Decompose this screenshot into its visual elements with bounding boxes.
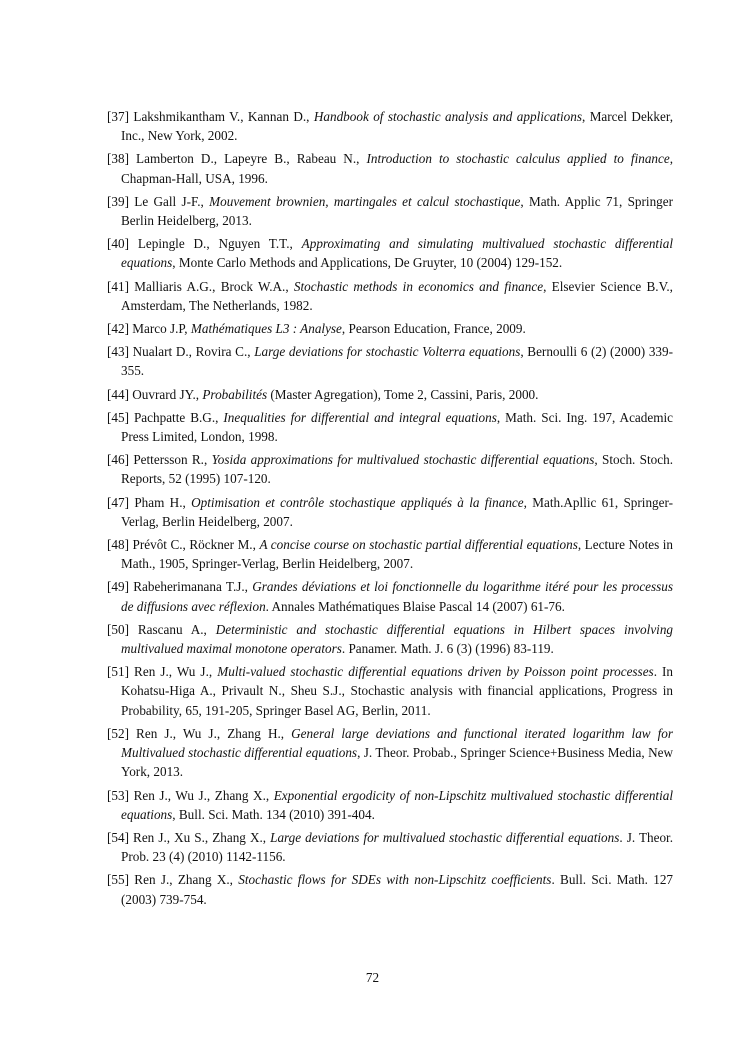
reference-item (107, 450, 673, 488)
ref-authors: Le Gall J-F., (134, 193, 204, 209)
ref-authors: Malliaris A.G., Brock W.A., (134, 278, 289, 294)
ref-details: , Chapman-Hall, USA, 1996. (121, 151, 674, 186)
reference-item (107, 107, 673, 145)
ref-details: , Math. Sci. Ing. 197, Academic Press Limited, London, 1998. (121, 409, 674, 445)
ref-number: [53] (107, 787, 129, 803)
ref-authors: Pham H., (134, 494, 186, 510)
ref-title: Stochastic methods in economics and finance (293, 278, 544, 294)
ref-authors: Ouvrard JY., (132, 386, 200, 402)
ref-title: Yosida approximations for multivalued stochastic differential equations (211, 452, 595, 468)
ref-title: Large deviations for stochastic Volterra equations (254, 344, 521, 360)
ref-authors: Ren J., Zhang X., (134, 872, 233, 888)
ref-title: Optimisation et contrôle stochastique appliqués à la finance (191, 494, 524, 510)
ref-details: , Elsevier Science B.V., Amsterdam, The Netherlands, 1982. (121, 278, 673, 313)
ref-details: . Bull. Sci. Math. 127 (2003) 739-754. (121, 872, 674, 907)
ref-authors: Ren J., Xu S., Zhang X., (133, 829, 267, 845)
ref-authors: Lakshmikantham V., Kannan D., (133, 109, 310, 124)
ref-details: , J. Theor. Probab., Springer Science+Business Media, New York, 2013. (121, 745, 673, 780)
ref-details: , Bernoulli 6 (2) (2000) 339-355. (121, 344, 673, 379)
ref-authors: Nualart D., Rovira C., (132, 344, 251, 360)
ref-authors: Rabeherimanana T.J., (133, 579, 248, 595)
ref-title: Mouvement brownien, martingales et calcul stochastique (209, 193, 521, 209)
ref-details: . In Kohatsu-Higa A., Privault N., Sheu S.J., Stochastic analysis with financial applications, Progress in Probability, 65, 191-205, Springer Basel AG, Berlin, 2011. (121, 664, 674, 718)
reference-item (107, 870, 673, 908)
ref-title: Stochastic flows for SDEs with non-Lipschitz coefficients (238, 872, 552, 888)
reference-item (107, 535, 673, 573)
reference-item (107, 342, 673, 380)
ref-authors: Prévôt C., Röckner M., (132, 537, 256, 553)
ref-authors: Marco J.P, (132, 321, 188, 337)
ref-details: (Master Agregation), Tome 2, Cassini, Paris, 2000. (267, 386, 539, 402)
reference-item (107, 192, 673, 230)
ref-authors: Pettersson R., (133, 452, 208, 468)
ref-details: , Math. Applic 71, Springer Berlin Heidelberg, 2013. (121, 193, 674, 229)
ref-details: , Stoch. Stoch. Reports, 52 (1995) 107-120. (121, 452, 674, 487)
ref-details: , Bull. Sci. Math. 134 (2010) 391-404. (172, 806, 375, 822)
ref-number: [45] (107, 409, 129, 425)
ref-title: Multi-valued stochastic differential equations driven by Poisson point processes (217, 664, 654, 680)
ref-title: A concise course on stochastic partial differential equations (259, 537, 578, 553)
ref-title: Inequalities for differential and integral equations (223, 409, 497, 425)
ref-number: [37] (107, 109, 129, 124)
ref-number: [51] (107, 664, 129, 680)
reference-item (107, 577, 673, 615)
reference-item (107, 662, 673, 720)
ref-title: Exponential ergodicity of non-Lipschitz multivalued stochastic differential equations (121, 787, 674, 822)
ref-details: , Pearson Education, France, 2009. (341, 321, 526, 337)
ref-number: [38] (107, 151, 129, 167)
reference-item (107, 620, 673, 658)
ref-title: General large deviations and functional iterated logarithm law for Multivalued stochastic differential equations (121, 725, 674, 761)
reference-item (107, 234, 673, 272)
ref-title: Large deviations for multivalued stochastic differential equations (270, 829, 620, 845)
reference-item (107, 408, 673, 446)
ref-number: [52] (107, 725, 129, 741)
ref-number: [49] (107, 579, 129, 595)
ref-details: . Panamer. Math. J. 6 (3) (1996) 83-119. (341, 641, 554, 657)
ref-number: [43] (107, 344, 129, 360)
ref-details: , Monte Carlo Methods and Applications, De Gruyter, 10 (2004) 129-152. (172, 255, 563, 271)
reference-item (107, 277, 673, 315)
ref-number: [39] (107, 193, 129, 209)
reference-item (107, 385, 673, 404)
ref-authors: Ren J., Wu J., Zhang X., (133, 787, 270, 803)
ref-authors: Ren J., Wu J., (134, 664, 213, 680)
ref-number: [50] (107, 621, 129, 637)
page-number: 72 (365, 970, 380, 985)
ref-title: Probabilités (202, 386, 268, 402)
reference-item (107, 493, 673, 531)
ref-authors: Lepingle D., Nguyen T.T., (137, 236, 293, 252)
reference-item (107, 149, 673, 187)
ref-details: . Annales Mathématiques Blaise Pascal 14 (2007) 61-76. (265, 598, 565, 614)
ref-authors: Rascanu A., (137, 621, 207, 637)
ref-authors: Lamberton D., Lapeyre B., Rabeau N., (136, 151, 360, 167)
reference-list (107, 107, 673, 913)
ref-details: , Lecture Notes in Math., 1905, Springer-Verlag, Berlin Heidelberg, 2007. (121, 537, 674, 572)
ref-title: Mathématiques L3 : Analyse (190, 321, 342, 337)
ref-details: . J. Theor. Prob. 23 (4) (2010) 1142-1156. (121, 829, 674, 865)
ref-details: , Marcel Dekker, Inc., New York, 2002. (121, 109, 674, 144)
ref-title: Deterministic and stochastic differential equations in Hilbert spaces involving multivalued maximal monotone operators (121, 621, 674, 657)
ref-number: [55] (107, 872, 129, 888)
ref-number: [42] (107, 321, 129, 337)
ref-number: [44] (107, 386, 129, 402)
reference-item (107, 828, 673, 866)
reference-item (107, 319, 673, 338)
ref-authors: Ren J., Wu J., Zhang H., (136, 725, 285, 741)
ref-title: Approximating and simulating multivalued stochastic differential equations (121, 236, 674, 271)
ref-authors: Pachpatte B.G., (133, 409, 219, 425)
reference-item (107, 724, 673, 782)
ref-number: [46] (107, 452, 129, 468)
ref-number: [47] (107, 494, 129, 510)
ref-title: Grandes déviations et loi fonctionnelle du logarithme itéré pour les processus de diffusions avec réflexion (121, 579, 674, 614)
ref-title: Handbook of stochastic analysis and applications (313, 109, 582, 124)
ref-title: Introduction to stochastic calculus applied to finance (366, 151, 670, 167)
ref-number: [41] (107, 278, 129, 294)
ref-number: [40] (107, 236, 129, 252)
ref-number: [54] (107, 829, 129, 845)
ref-details: , Math.Apllic 61, Springer-Verlag, Berlin Heidelberg, 2007. (121, 494, 674, 529)
ref-number: [48] (107, 537, 129, 553)
reference-item (107, 786, 673, 824)
